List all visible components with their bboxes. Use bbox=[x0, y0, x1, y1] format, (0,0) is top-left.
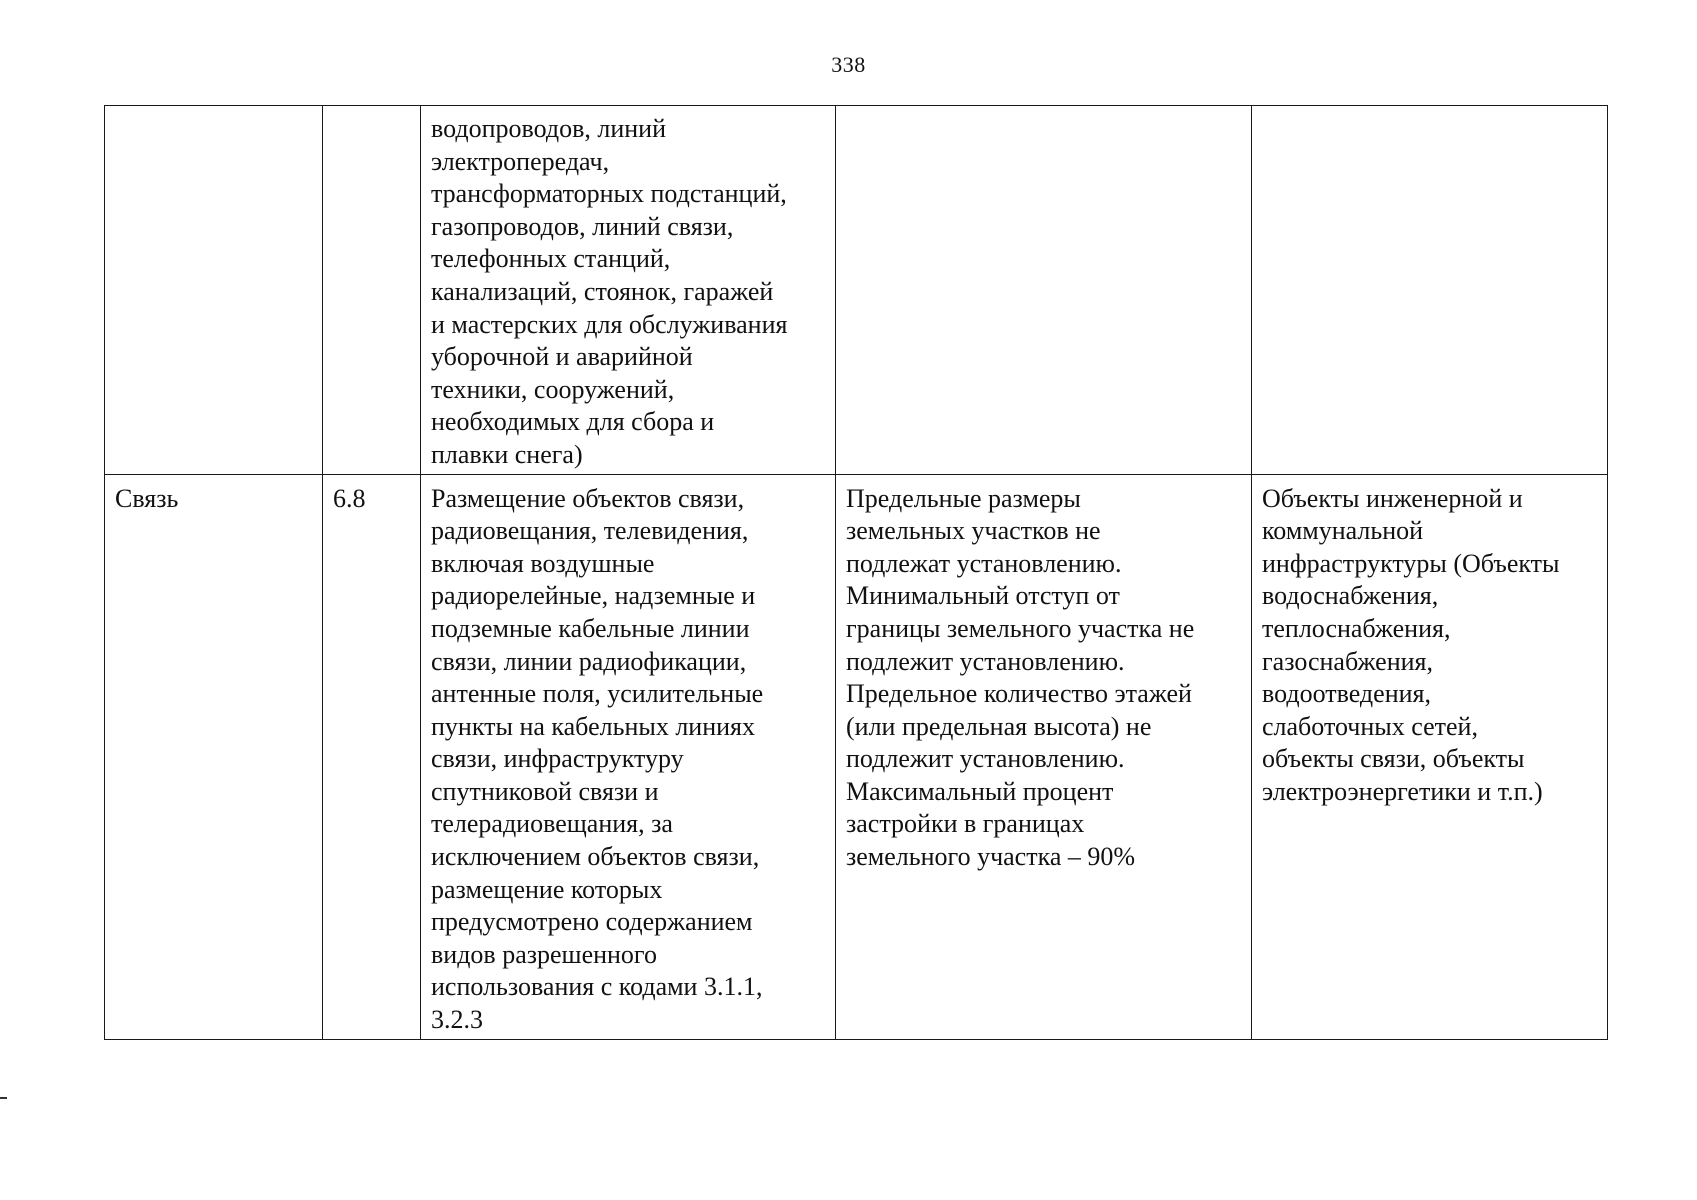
use-name: Связь bbox=[115, 483, 179, 513]
use-code-cell bbox=[323, 474, 421, 1039]
table-row bbox=[105, 474, 1608, 1039]
use-code-cell bbox=[323, 106, 421, 475]
use-description: Размещение объектов связи, радиовещания, телевидения, включая воздушные радиорелейные, надземные и подземные кабельные линии связи, линии радиофикации, антенные поля, усилительные пункты на кабельных линиях связи, инфраструктуру спутниковой связи и телерадиовещания, за исключением объектов связи, размещение которых предусмотрено содержанием видов разрешенного использования с кодами 3.1.1, 3.2.3 bbox=[431, 483, 764, 1035]
scan-margin-mark bbox=[0, 1097, 7, 1099]
use-code: 6.8 bbox=[333, 483, 366, 513]
page-number: 338 bbox=[831, 52, 866, 77]
use-description-cell bbox=[421, 106, 836, 475]
infrastructure-cell bbox=[1252, 474, 1608, 1039]
parameters-text: Предельные размеры земельных участков не подлежат установлению. Минимальный отступ от границы земельного участка не подлежит установлению. Предельное количество этажей (или предельная высота) не подлежит установлению. Максимальный процент застройки в границах земельного участка – 90% bbox=[846, 483, 1195, 872]
parameters-cell bbox=[836, 106, 1252, 475]
use-name-cell bbox=[105, 106, 323, 475]
land-use-table bbox=[104, 105, 1608, 1040]
use-description-cell bbox=[421, 474, 836, 1039]
use-description: водопроводов, линий электропередач, трансформаторных подстанций, газопроводов, линий связи, телефонных станций, канализаций, стоянок, гаражей и мастерских для обслуживания уборочной и аварийной техники, сооружений, необходимых для сбора и плавки снега) bbox=[431, 114, 788, 469]
infrastructure-text: Объекты инженерной и коммунальной инфраструктуры (Объекты водоснабжения, теплоснабжения, газоснабжения, водоотведения, слаботочных сетей, объекты связи, объекты электроэнергетики и т.п.) bbox=[1262, 483, 1560, 806]
infrastructure-cell bbox=[1252, 106, 1608, 475]
parameters-cell bbox=[836, 474, 1252, 1039]
use-name-cell bbox=[105, 474, 323, 1039]
table-row bbox=[105, 106, 1608, 475]
